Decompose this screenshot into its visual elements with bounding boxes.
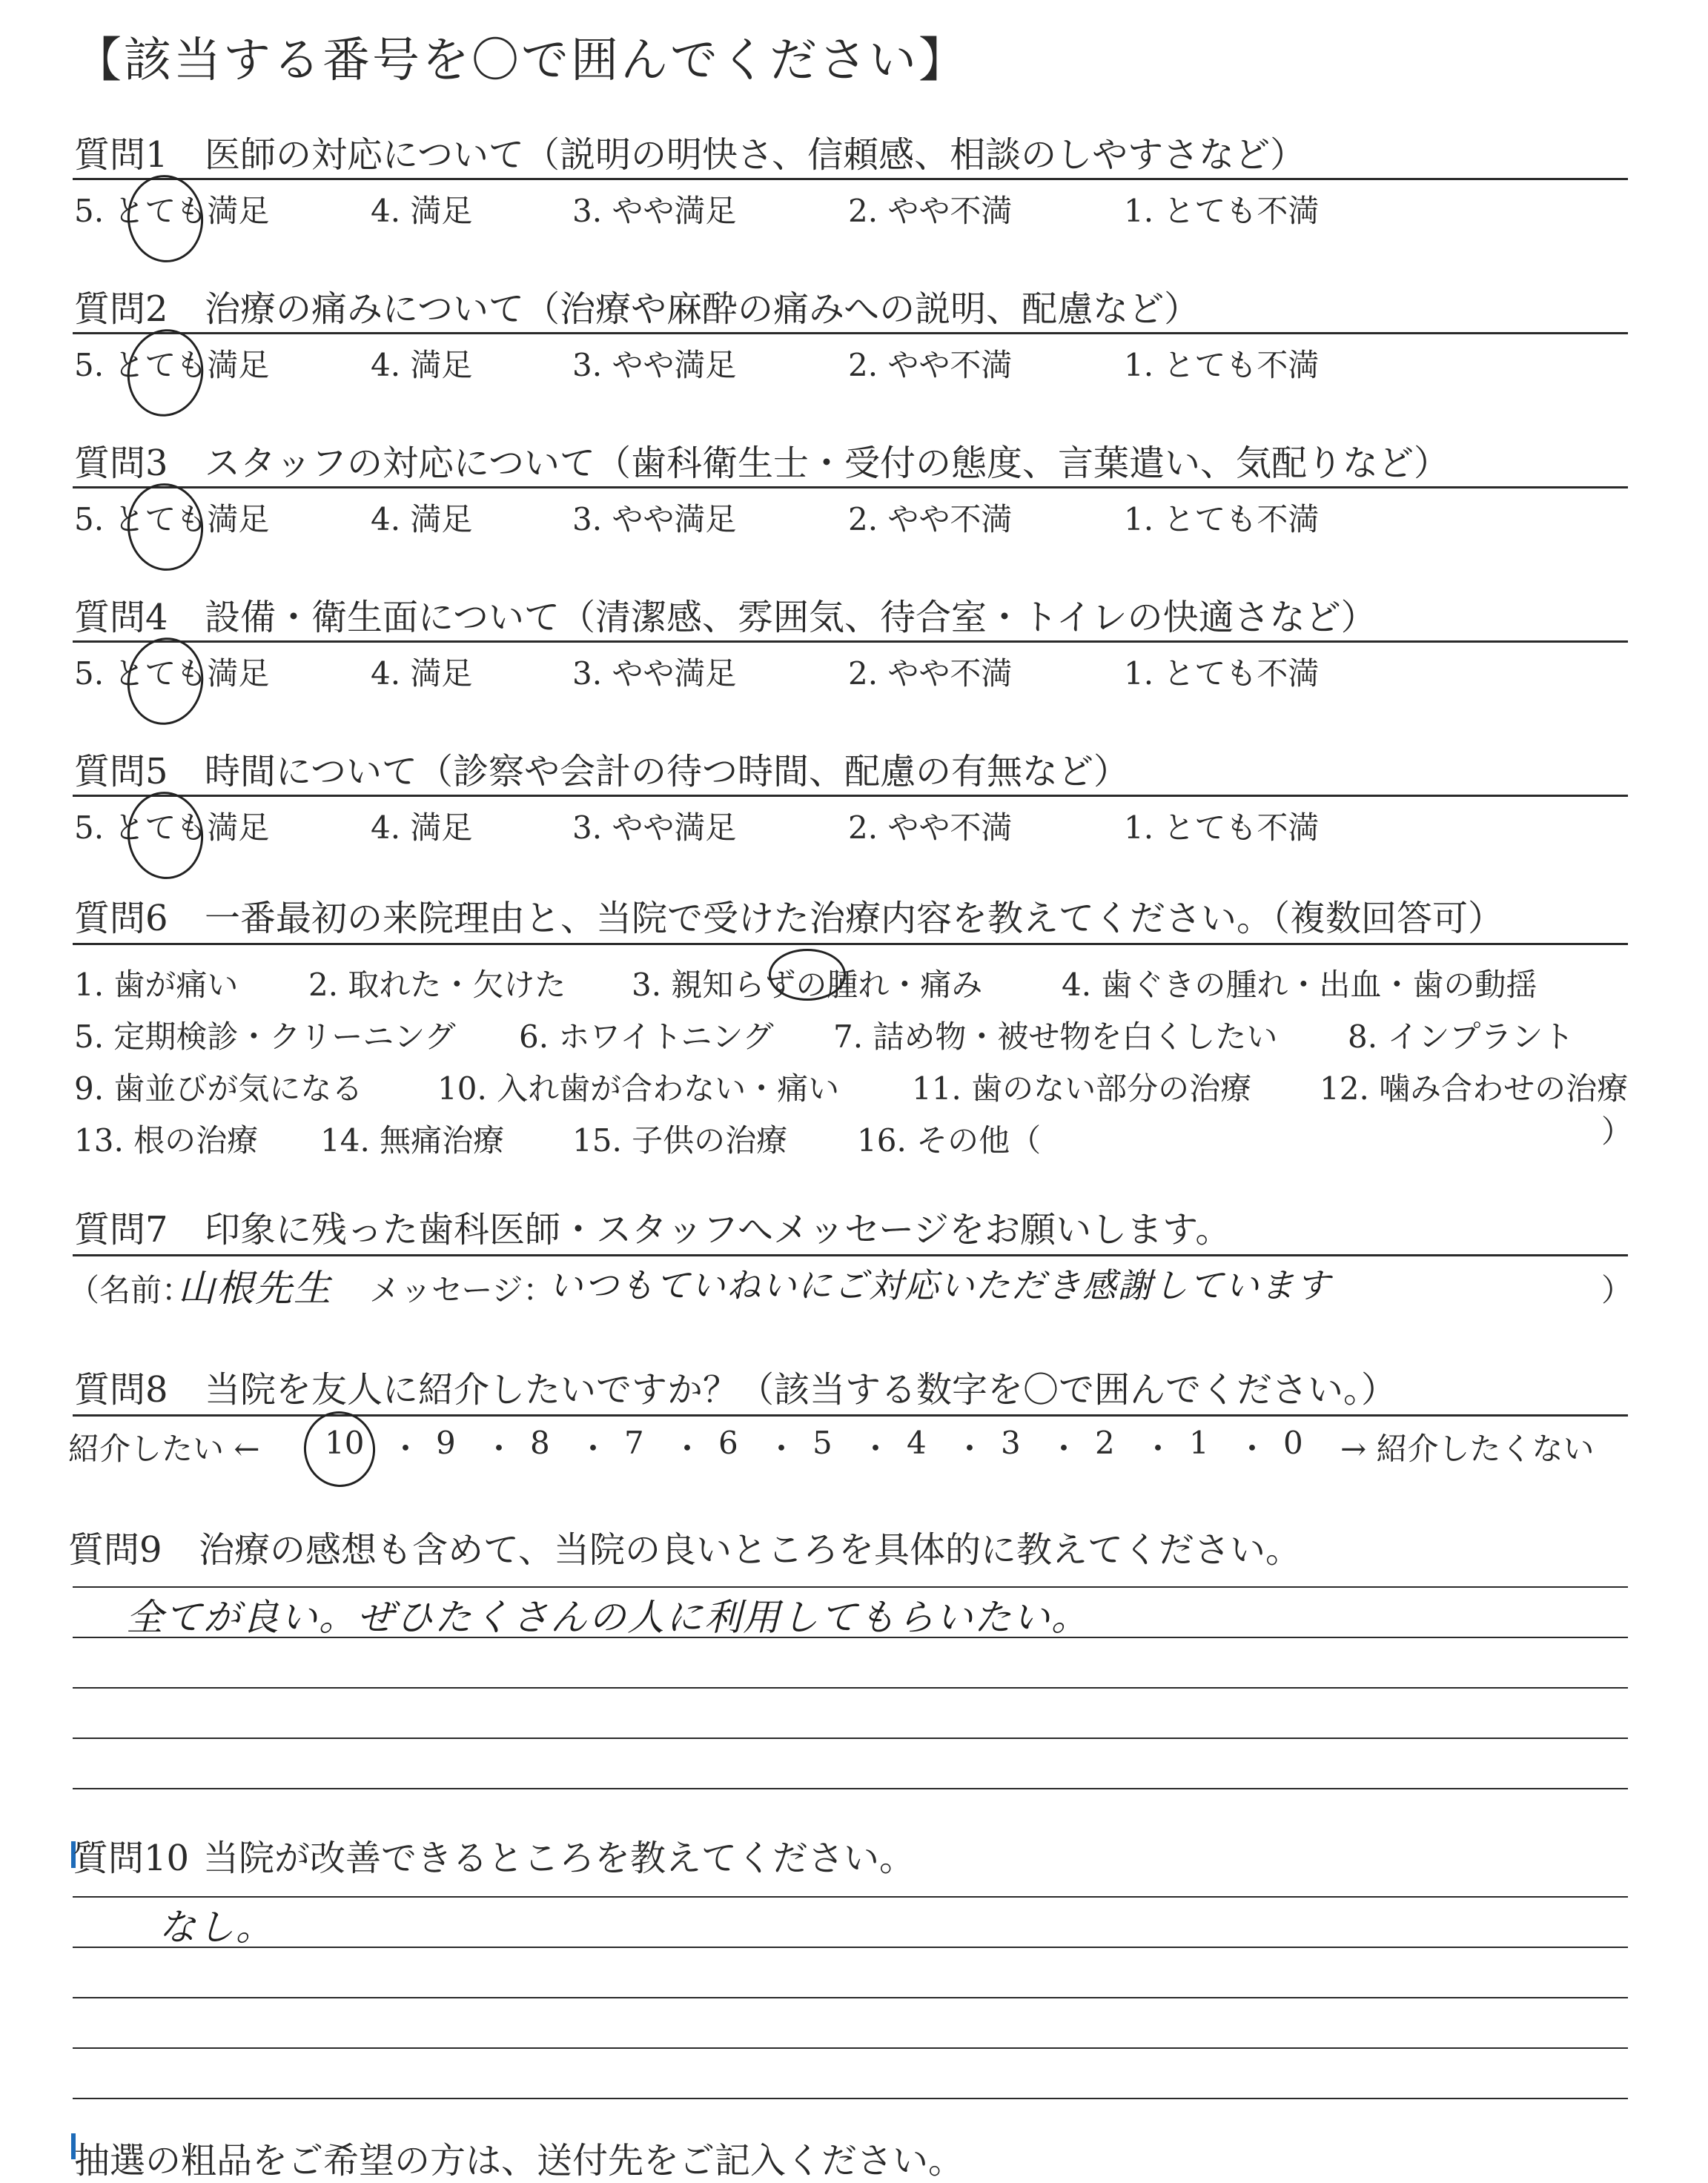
q5-option[interactable]: 3. やや満足 <box>572 809 737 846</box>
q6-option[interactable]: 13. 根の治療 <box>74 1122 259 1159</box>
q6-option[interactable]: 16. その他（ <box>857 1122 1042 1159</box>
q10-line-1 <box>73 1896 1628 1898</box>
q6-option[interactable]: 12. 噛み合わせの治療 <box>1320 1070 1629 1107</box>
q8-scale-separator: ・ <box>860 1431 892 1467</box>
q6-title <box>74 890 1503 941</box>
q3-option[interactable]: 3. やや満足 <box>572 501 737 537</box>
q4-selection-circle <box>121 632 211 731</box>
q9-text: 治療の感想も含めて、当院の良いところを具体的に教えてください。 <box>199 1529 1302 1571</box>
q5-selection-circle <box>123 788 208 883</box>
q6-option[interactable]: 3. 親知らずの腫れ・痛み <box>632 967 983 1003</box>
q5-option[interactable]: 2. やや不満 <box>848 809 1013 846</box>
q5-text: 時間について（診察や会計の待つ時間、配慮の有無など） <box>205 751 1130 792</box>
q4-option[interactable]: 4. 満足 <box>371 655 473 692</box>
form-header: 【該当する番号を〇で囲んでください】 <box>74 33 968 88</box>
q6-number: 質問6 <box>74 898 168 939</box>
q7-name-value: 山根先生 <box>178 1267 332 1310</box>
q8-scale-separator: ・ <box>390 1431 422 1467</box>
q8-number: 質問8 <box>74 1369 168 1411</box>
q4-option[interactable]: 3. やや満足 <box>572 655 737 692</box>
q3-option[interactable]: 2. やや不満 <box>848 501 1013 537</box>
q9-line-3 <box>73 1687 1628 1689</box>
q8-scale-value[interactable]: 4 <box>907 1425 927 1461</box>
q8-scale-separator: ・ <box>1048 1431 1080 1467</box>
q8-scale-value[interactable]: 0 <box>1283 1425 1303 1461</box>
q2-selection-circle <box>121 323 211 423</box>
q5-option[interactable]: 4. 満足 <box>371 809 473 846</box>
q6-option[interactable]: 5. 定期検診・クリーニング <box>74 1018 456 1055</box>
q1-rule <box>73 178 1628 180</box>
q8-left-label: 紹介したい ← <box>68 1431 260 1467</box>
q8-scale-value[interactable]: 10 <box>325 1425 365 1461</box>
q5-number: 質問5 <box>74 751 168 792</box>
q8-scale-value[interactable]: 3 <box>1001 1425 1021 1461</box>
q1-text: 医師の対応について（説明の明快さ、信頼感、相談のしやすさなど） <box>205 134 1306 176</box>
q7-close: ） <box>1601 1272 1633 1308</box>
q3-number: 質問3 <box>74 443 168 484</box>
q1-option[interactable]: 5. とても満足 <box>74 193 270 229</box>
q8-scale-value[interactable]: 6 <box>718 1425 738 1461</box>
q8-scale-separator: ・ <box>483 1431 515 1467</box>
q7-name-label: （名前： <box>68 1272 193 1308</box>
q6-option[interactable]: 1. 歯が痛い <box>74 967 239 1003</box>
q8-scale-separator: ・ <box>766 1431 798 1467</box>
q8-scale-value[interactable]: 2 <box>1095 1425 1115 1461</box>
q2-option[interactable]: 1. とても不満 <box>1124 347 1320 383</box>
q10-line-4 <box>73 2047 1628 2049</box>
q8-scale-separator: ・ <box>1142 1431 1174 1467</box>
q6-option[interactable]: 8. インプラント <box>1348 1018 1575 1055</box>
q9-title <box>68 1521 1301 1572</box>
q3-text: スタッフの対応について（歯科衛生士・受付の態度、言葉遣い、気配りなど） <box>205 443 1450 484</box>
q2-rule <box>73 332 1628 334</box>
q5-title <box>74 743 1129 794</box>
q3-option[interactable]: 4. 満足 <box>371 501 473 537</box>
q10-number: 質問10 <box>73 1838 190 1879</box>
q6-option[interactable]: 4. 歯ぐきの腫れ・出血・歯の動揺 <box>1062 967 1537 1003</box>
q8-scale-value[interactable]: 9 <box>436 1425 456 1461</box>
q6-selection-circle <box>769 949 846 1001</box>
q8-rule <box>73 1414 1628 1417</box>
q1-number: 質問1 <box>74 134 168 176</box>
q6-option[interactable]: 9. 歯並びが気になる <box>74 1070 363 1107</box>
q4-rule <box>73 640 1628 643</box>
q8-scale-separator: ・ <box>672 1431 704 1467</box>
q8-scale-separator: ・ <box>954 1431 986 1467</box>
q6-option[interactable]: 6. ホワイトニング <box>519 1018 774 1055</box>
q7-text: 印象に残った歯科医師・スタッフへメッセージをお願いします。 <box>205 1209 1231 1250</box>
q8-selection-circle <box>299 1407 380 1491</box>
q10-text: 当院が改善できるところを教えてください。 <box>203 1838 916 1879</box>
q8-title <box>74 1361 1397 1412</box>
q6-option[interactable]: 14. 無痛治療 <box>320 1122 505 1159</box>
q6-text: 一番最初の来院理由と、当院で受けた治療内容を教えてください。（複数回答可） <box>205 898 1504 939</box>
q8-scale-value[interactable]: 7 <box>624 1425 644 1461</box>
q4-option[interactable]: 5. とても満足 <box>74 655 270 692</box>
q7-number: 質問7 <box>74 1209 168 1250</box>
q2-title <box>74 280 1199 331</box>
q6-option[interactable]: 15. 子供の治療 <box>572 1122 788 1159</box>
q1-title <box>74 126 1305 177</box>
q9-line-4 <box>73 1738 1628 1739</box>
q10-line-5 <box>73 2098 1628 2099</box>
q3-title <box>74 434 1449 486</box>
q1-option[interactable]: 4. 満足 <box>371 193 473 229</box>
q6-rule <box>73 943 1628 945</box>
q10-line-3 <box>73 1997 1628 1998</box>
q3-selection-circle <box>123 480 208 574</box>
q4-option[interactable]: 2. やや不満 <box>848 655 1013 692</box>
q2-option[interactable]: 3. やや満足 <box>572 347 737 383</box>
q1-option[interactable]: 2. やや不満 <box>848 193 1013 229</box>
q1-selection-circle <box>123 171 208 266</box>
q9-number: 質問9 <box>68 1529 162 1571</box>
q8-right-label: → 紹介したくない <box>1340 1431 1595 1467</box>
q8-scale-value[interactable]: 5 <box>812 1425 833 1461</box>
q1-option[interactable]: 1. とても不満 <box>1124 193 1320 229</box>
q10-line-2 <box>73 1947 1628 1948</box>
footer-note: 抽選の粗品をご希望の方は、送付先をご記入ください。 <box>74 2140 964 2182</box>
q7-message-label: メッセージ： <box>369 1272 555 1308</box>
q2-text: 治療の痛みについて（治療や麻酔の痛みへの説明、配慮など） <box>205 288 1200 330</box>
q1-option[interactable]: 3. やや満足 <box>572 193 737 229</box>
q9-line-5 <box>73 1788 1628 1789</box>
q10-title <box>73 1829 915 1881</box>
q4-option[interactable]: 1. とても不満 <box>1124 655 1320 692</box>
q5-rule <box>73 795 1628 797</box>
q5-option[interactable]: 1. とても不満 <box>1124 809 1320 846</box>
q3-rule <box>73 486 1628 488</box>
q2-option[interactable]: 4. 満足 <box>371 347 473 383</box>
q3-option[interactable]: 5. とても満足 <box>74 501 270 537</box>
q7-message-value: いつもていねいにご対応いただき感謝しています <box>549 1265 1331 1305</box>
q10-answer: なし。 <box>159 1906 274 1949</box>
q6-option[interactable]: 2. 取れた・欠けた <box>308 967 566 1003</box>
q6-option[interactable]: 11. 歯のない部分の治療 <box>912 1070 1252 1107</box>
q6-option[interactable]: 10. 入れ歯が合わない・痛い <box>437 1070 840 1107</box>
q6-other-close: ） <box>1601 1113 1633 1150</box>
q2-option[interactable]: 5. とても満足 <box>74 347 270 383</box>
q4-number: 質問4 <box>74 597 168 638</box>
q7-rule <box>73 1254 1628 1256</box>
q5-option[interactable]: 5. とても満足 <box>74 809 270 846</box>
q9-answer: 全てが良い。ぜひたくさんの人に利用してもらいたい。 <box>126 1596 1090 1639</box>
q8-text: 当院を友人に紹介したいですか？（該当する数字を〇で囲んでください。） <box>205 1369 1397 1411</box>
q2-option[interactable]: 2. やや不満 <box>848 347 1013 383</box>
q2-number: 質問2 <box>74 288 168 330</box>
q3-option[interactable]: 1. とても不満 <box>1124 501 1320 537</box>
q6-option[interactable]: 7. 詰め物・被せ物を白くしたい <box>833 1018 1278 1055</box>
q8-scale-separator: ・ <box>577 1431 609 1467</box>
q8-scale-value[interactable]: 1 <box>1189 1425 1209 1461</box>
q9-line-2 <box>73 1637 1628 1638</box>
q8-scale-separator: ・ <box>1237 1431 1268 1467</box>
q4-text: 設備・衛生面について（清潔感、雰囲気、待合室・トイレの快適さなど） <box>205 597 1377 638</box>
q7-title <box>74 1201 1231 1252</box>
q4-title <box>74 589 1377 640</box>
q8-scale-value[interactable]: 8 <box>530 1425 550 1461</box>
